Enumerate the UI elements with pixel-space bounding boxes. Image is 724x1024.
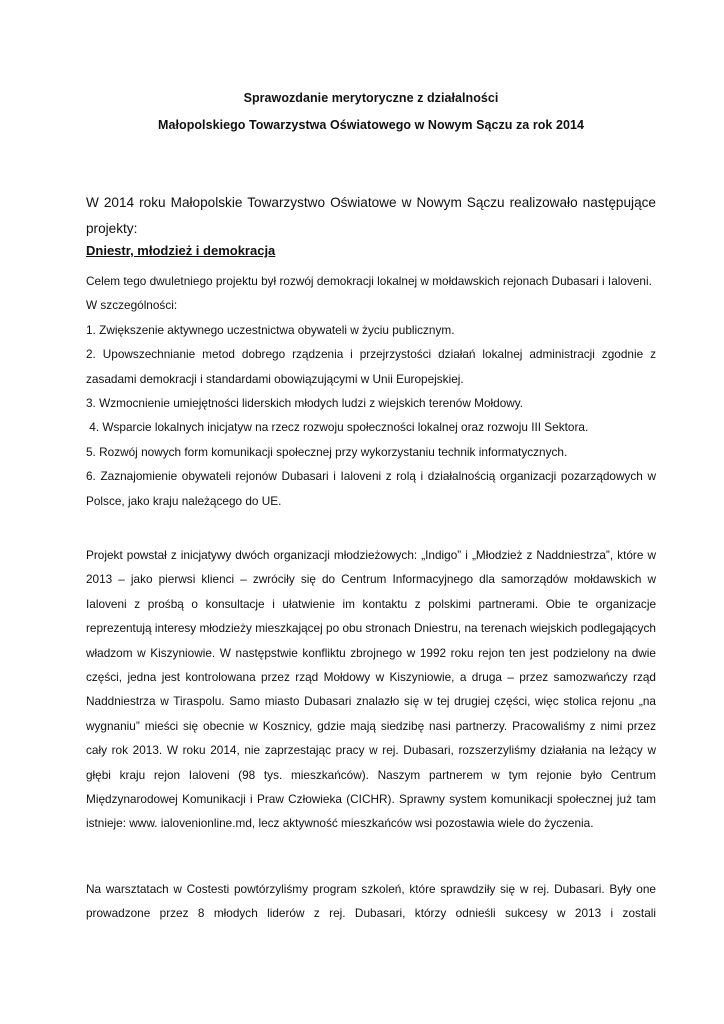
workshops-paragraph: [86, 877, 656, 926]
report-title: Sprawozdanie merytoryczne z działalności: [243, 91, 499, 105]
goal-item: 3. Wzmocnienie umiejętności liderskich młodych ludzi z wiejskich terenów Mołdowy.: [86, 396, 524, 411]
report-subtitle: Małopolskiego Towarzystwa Oświatowego w Nowym Sączu za rok 2014: [158, 118, 584, 132]
project-goal-text: Celem tego dwuletniego projektu był rozwój demokracji lokalnej w mołdawskich rejonach Dubasari i Ialoveni.: [86, 274, 652, 288]
goal-item: 4. Wsparcie lokalnych inicjatyw na rzecz rozwoju społeczności lokalnej oraz rozwoju III Sektora.: [86, 420, 589, 435]
goal-item: 6. Zaznajomienie obywateli rejonów Dubasari i Ialoveni z rolą i działalnością organizacji pozarządowych w Polsce, jako kraju należącego do UE.: [86, 469, 656, 508]
origin-text: Projekt powstał z inicjatywy dwóch organizacji młodzieżowych: „Indigo” i „Młodzież z Naddniestrza”, które w 2013 – jako pierwsi klienci – zwróciły się do Centrum Informacyjnego dla samorządów mołdawskich w Ialoveni z prośbą o konsultacje i ułatwienie im kontaktu z polskimi partnerami. Obie te organizacje reprezentują interesy młodzieży mieszkającej po obu stronach Dniestru, na terenach wiejskich podlegających władzom w Kiszyniowie. W następstwie konfliktu zbrojnego w 1992 roku rejon ten jest podzielony na dwie części, jedna jest kontrolowana przez rząd Mołdowy w Kiszyniowie, a druga – przez samozwańczy rząd Naddniestrza w Tiraspolu. Samo miasto Dubasari znalazło się w tej drugiej części, więc stolica rejonu „na wygnaniu” mieści się obecnie w Kosznicy, gdzie mają siedzibę nasi partnerzy. Pracowaliśmy z nimi przez cały rok 2013. W roku 2014, nie zaprzestając pracy w rej. Dubasari, rozszerzyliśmy działania na leżący w głębi kraju rejon Ialoveni (98 tys. mieszkańców). Naszym partnerem w tym rejonie było Centrum Międzynarodowej Komunikacji i Praw Człowieka (CICHR). Sprawny system komunikacji społecznej już tam istnieje: www. ialovenionline.md, lecz aktywność mieszkańców wsi pozostawia wiele do życzenia.: [86, 548, 656, 831]
workshops-text: Na warsztatach w Costesti powtórzyliśmy program szkoleń, które sprawdziły się w rej. Dubasari. Były one prowadzone przez 8 młodych liderów z rej. Dubasari, którzy odnieśli sukcesy w 2013 i zostali: [86, 882, 656, 921]
project-heading: Dniestr, młodzież i demokracja: [86, 243, 276, 258]
in-particular-label: W szczególności:: [86, 298, 178, 313]
project-goals-section: [86, 269, 656, 513]
origin-paragraph: [86, 543, 656, 836]
intro-paragraph: W 2014 roku Małopolskie Towarzystwo Oświatowe w Nowym Sączu realizowało następujące projekty:: [86, 195, 656, 236]
goal-item: 2. Upowszechnianie metod dobrego rządzenia i przejrzystości działań lokalnej administracji zgodnie z zasadami demokracji i standardami obowiązującymi w Unii Europejskiej.: [86, 347, 656, 386]
goal-item: 1. Zwiększenie aktywnego uczestnictwa obywateli w życiu publicznym.: [86, 322, 455, 337]
goal-item: 5. Rozwój nowych form komunikacji społecznej przy wykorzystaniu technik informatycznych.: [86, 444, 568, 459]
